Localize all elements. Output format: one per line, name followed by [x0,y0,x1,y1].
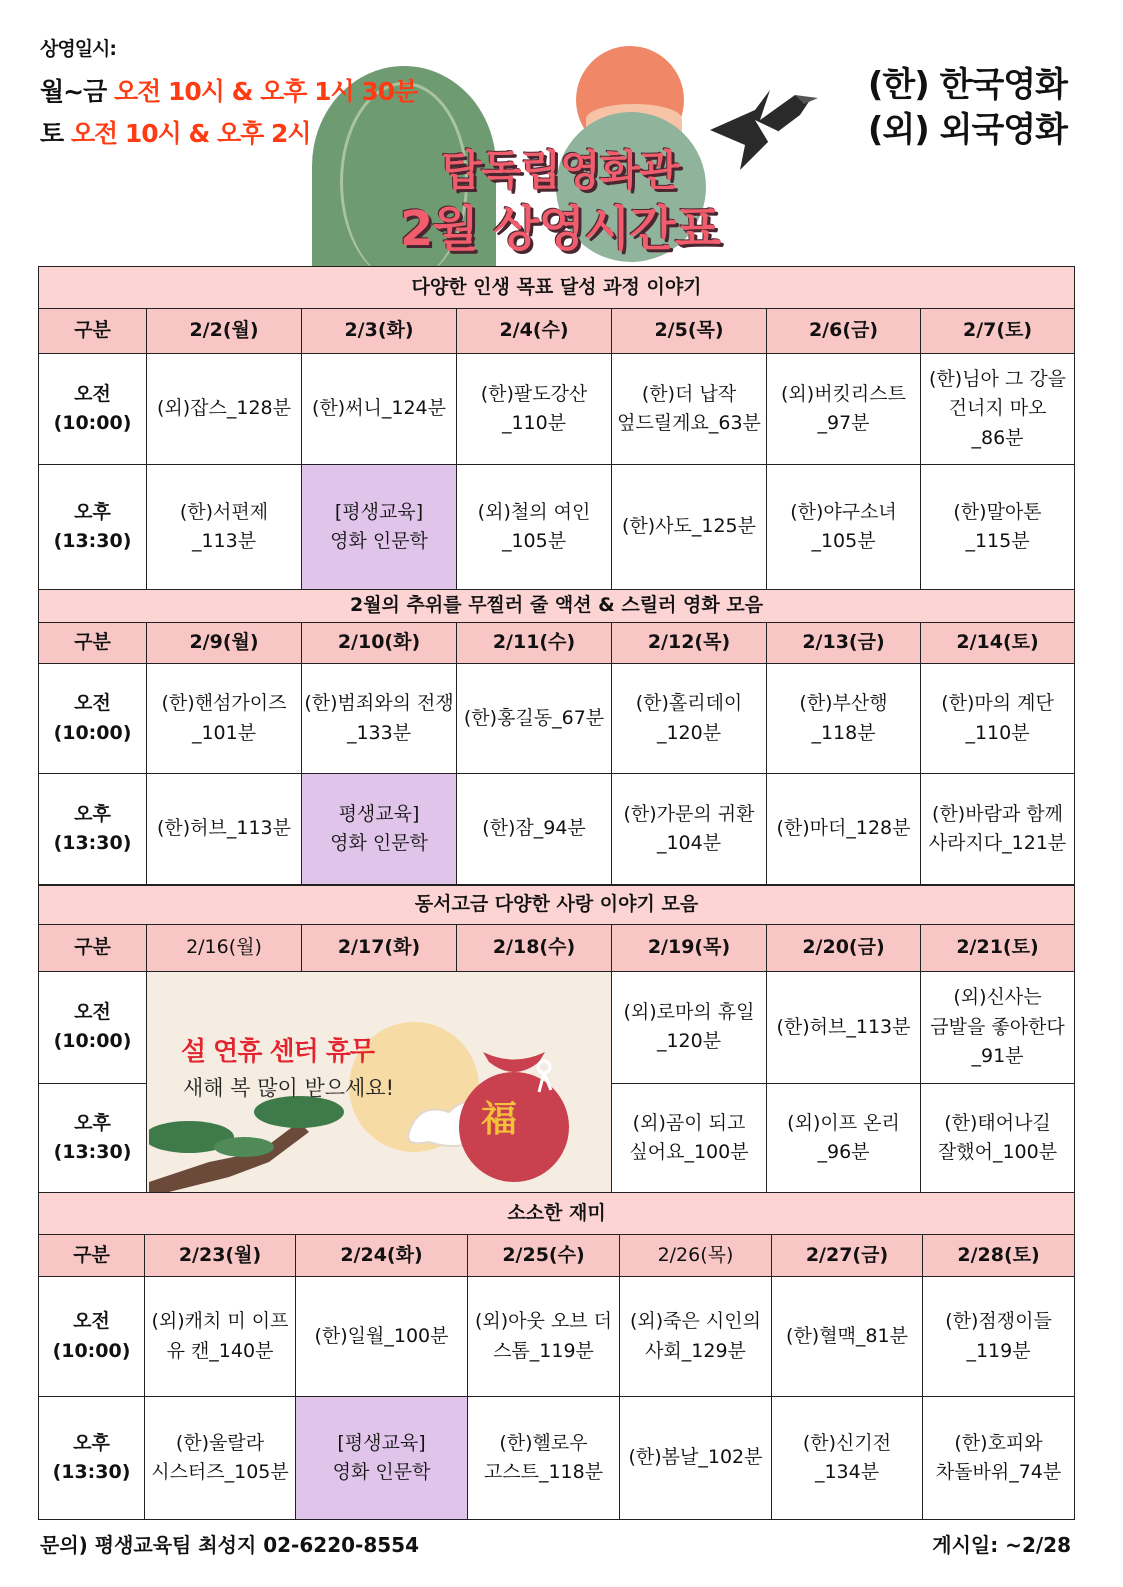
schedule-table-week4 [38,1192,1075,1520]
movie-cell: (한)마더_128분 [767,774,921,885]
movie-cell: (한)점쟁이들_119분 [923,1277,1075,1397]
date-header: 2/14(토) [921,623,1075,664]
saturday-times-value: 오전 10시 & 오후 2시 [70,119,311,148]
slot-label-am [39,664,147,774]
date-header: 2/2(월) [147,309,302,354]
weekday-prefix: 월~금 [40,77,114,106]
movie-cell: (한)울랄라 시스터즈_105분 [145,1397,296,1520]
pine-tree-icon [149,1092,349,1192]
slot-label-time: (13:30) [53,832,132,854]
movie-cell: (한)일월_100분 [296,1277,468,1397]
schedule-table-week2 [38,589,1075,885]
date-header: 2/12(목) [612,623,767,664]
schedule-label: 상영일시: [40,38,117,60]
date-header: 2/21(토) [921,925,1075,972]
page-subtitle: 2월 상영시간표 [399,201,721,257]
movie-cell: (외)신사는 금발을 좋아한다_91분 [921,972,1075,1084]
col-header-label: 구분 [39,925,147,972]
section-title: 동서고금 다양한 사랑 이야기 모음 [39,886,1075,925]
schedule-table-week3 [38,885,1075,1194]
movie-cell: (한)핸섬가이즈_101분 [147,664,302,774]
legend-foreign: (외) 외국영화 [867,110,1067,150]
slot-label-pm [39,774,147,885]
movie-cell: (한)홀리데이_120분 [612,664,767,774]
movie-cell: (한)홍길동_67분 [457,664,612,774]
slot-label-pm [39,465,147,590]
lifelong-education-cell: [평생교육] 영화 인문학 [296,1397,468,1520]
slot-label-text: 오전 [73,1310,110,1333]
date-header: 2/3(화) [302,309,457,354]
date-header: 2/4(수) [457,309,612,354]
section-title: 소소한 재미 [39,1193,1075,1235]
date-header: 2/18(수) [457,925,612,972]
movie-cell: (한)부산행_118분 [767,664,921,774]
movie-cell: (한)마의 계단_110분 [921,664,1075,774]
date-header: 2/23(월) [145,1235,296,1277]
movie-cell: (한)말아톤_115분 [921,465,1075,590]
date-header: 2/7(토) [921,309,1075,354]
slot-label-am [39,972,147,1084]
date-header: 2/27(금) [772,1235,923,1277]
schedule-table-week1 [38,266,1075,590]
movie-cell: (외)곰이 되고 싶어요_100분 [612,1083,767,1194]
movie-cell: (외)버킷리스트_97분 [767,354,921,465]
date-header: 2/11(수) [457,623,612,664]
page-header [0,0,1123,262]
slot-label-text: 오전 [74,1000,111,1023]
movie-cell: (외)죽은 시인의 사회_129분 [620,1277,772,1397]
date-header: 2/6(금) [767,309,921,354]
slot-label-time: (13:30) [53,530,132,552]
movie-cell: (외)아웃 오브 더 스톰_119분 [468,1277,620,1397]
date-header: 2/17(화) [302,925,457,972]
slot-label-time: (13:30) [52,1461,131,1483]
movie-cell: (외)이프 온리_96분 [767,1083,921,1194]
movie-cell: (외)캐치 미 이프 유 캔_140분 [145,1277,296,1397]
fortune-character: 福 [481,1099,518,1140]
movie-cell: (한)팔도강산_110분 [457,354,612,465]
slot-label-pm [39,1397,145,1520]
movie-cell: (한)신기전_134분 [772,1397,923,1520]
date-header: 2/26(목) [620,1235,772,1277]
date-header: 2/24(화) [296,1235,468,1277]
date-header: 2/25(수) [468,1235,620,1277]
weekday-times-value: 오전 10시 & 오후 1시 30분 [113,77,418,106]
movie-cell: (한)사도_125분 [612,465,767,590]
movie-cell: (외)잡스_128분 [147,354,302,465]
movie-cell: (한)혈맥_81분 [772,1277,923,1397]
movie-cell: (한)태어나길 잘했어_100분 [921,1083,1075,1194]
contact-info: 문의) 평생교육팀 최성지 02-6220-8554 [40,1533,419,1557]
lifelong-education-cell: [평생교육] 영화 인문학 [302,465,457,590]
movie-cell: (한)서편제_113분 [147,465,302,590]
holiday-subtitle: 새해 복 많이 받으세요! [183,1076,395,1100]
movie-cell: (한)허브_113분 [767,972,921,1084]
slot-label-time: (10:00) [53,1030,132,1053]
section-title: 2월의 추위를 무찔러 줄 액션 & 스릴러 영화 모음 [39,590,1075,623]
page-title: 탑독립영화관 [441,146,679,195]
slot-label-time: (10:00) [53,721,132,744]
col-header-label: 구분 [39,309,147,354]
movie-cell: (외)로마의 휴일_120분 [612,972,767,1084]
movie-cell: (한)바람과 함께 사라지다_121분 [921,774,1075,885]
date-header: 2/10(화) [302,623,457,664]
movie-cell: (외)철의 여인_105분 [457,465,612,590]
col-header-label: 구분 [39,1235,145,1277]
holiday-notice [147,972,612,1194]
section-title: 다양한 인생 목표 달성 과정 이야기 [39,267,1075,309]
movie-cell: (한)헬로우 고스트_118분 [468,1397,620,1520]
col-header-label: 구분 [39,623,147,664]
slot-label-am [39,354,147,465]
slot-label-text: 오전 [74,692,111,715]
slot-label-text: 오후 [74,500,111,523]
holiday-title: 설 연휴 센터 휴무 [181,1037,374,1067]
date-header: 2/5(목) [612,309,767,354]
date-header: 2/19(목) [612,925,767,972]
date-header: 2/16(월) [147,925,302,972]
slot-label-text: 오후 [73,1431,110,1454]
saturday-prefix: 토 [40,119,71,148]
date-header: 2/28(토) [923,1235,1075,1277]
movie-cell: (한)야구소녀_105분 [767,465,921,590]
slot-label-time: (10:00) [53,412,132,434]
movie-cell: (한)가문의 귀환_104분 [612,774,767,885]
slot-label-time: (10:00) [52,1339,131,1362]
slot-label-am [39,1277,145,1397]
date-header: 2/13(금) [767,623,921,664]
movie-cell: (한)더 납작 엎드릴게요_63분 [612,354,767,465]
date-header: 2/9(월) [147,623,302,664]
weekday-times [40,72,417,108]
saturday-times [40,114,311,150]
slot-label-text: 오후 [74,802,111,825]
movie-cell: (한)범죄와의 전쟁 _133분 [302,664,457,774]
slot-label-text: 오전 [74,382,111,405]
posting-date: 게시일: ~2/28 [932,1533,1071,1557]
slot-label-text: 오후 [74,1111,111,1134]
date-header: 2/20(금) [767,925,921,972]
movie-cell: (한)허브_113분 [147,774,302,885]
movie-cell: (한)호피와 차돌바위_74분 [923,1397,1075,1520]
movie-cell: (한)님아 그 강을 건너지 마오_86분 [921,354,1075,465]
movie-cell: (한)봄날_102분 [620,1397,772,1520]
movie-cell: (한)잠_94분 [457,774,612,885]
legend-korean: (한) 한국영화 [867,65,1067,105]
lifelong-education-cell: 평생교육] 영화 인문학 [302,774,457,885]
movie-cell: (한)써니_124분 [302,354,457,465]
slot-label-time: (13:30) [53,1141,132,1164]
slot-label-pm [39,1083,147,1194]
